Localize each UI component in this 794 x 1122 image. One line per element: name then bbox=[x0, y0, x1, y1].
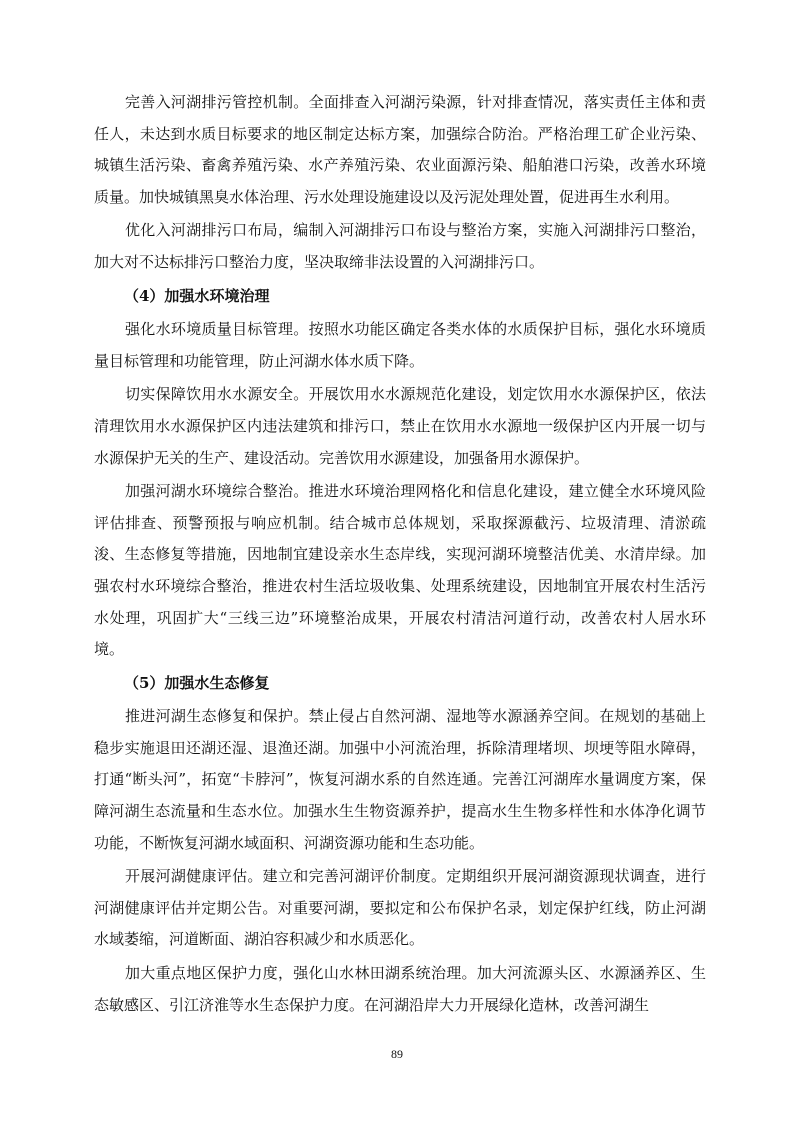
paragraph-outlet-layout: 优化入河湖排污口布局，编制入河湖排污口布设与整治方案，实施入河湖排污口整治，加大对不达标排污口整治力度，坚决取缔非法设置的入河湖排污口。 bbox=[94, 221, 706, 271]
paragraph-key-area-protection: 加大重点地区保护力度，强化山水林田湖系统治理。加大河流源头区、水源涵养区、生态敏感区、引江济淮等水生态保护力度。在河湖沿岸大力开展绿化造林，改善河湖生 bbox=[94, 964, 706, 1014]
paragraph-restoration-protection: 推进河湖生态修复和保护。禁止侵占自然河湖、湿地等水源涵养空间。在规划的基础上稳步实施退田还湖还湿、退渔还湖。加强中小河流治理，拆除清理堵坝、坝埂等阻水障碍，打通“断头河”，拓宽“卡脖河”，恢复河湖水系的自然连通。完善江河湖库水量调度方案，保障河湖生态流量和生态水位。加强水生生物资源养护，提高水生生物多样性和水体净化调节功能，不断恢复河湖水域面积、河湖资源功能和生态功能。 bbox=[94, 707, 706, 852]
paragraph-health-assessment: 开展河湖健康评估。建立和完善河湖评价制度。定期组织开展河湖资源现状调查，进行河湖健康评估并定期公告。对重要河湖，要拟定和公布保护名录，划定保护红线，防止河湖水域萎缩，河道断面、湖泊容积减少和水质恶化。 bbox=[94, 867, 706, 949]
document-body bbox=[94, 87, 706, 1023]
paragraph-comprehensive-rectification: 加强河湖水环境综合整治。推进水环境治理网格化和信息化建设，建立健全水环境风险评估排查、预警预报与响应机制。结合城市总体规划，采取探源截污、垃圾清理、清淤疏浚、生态修复等措施，因地制宜建设亲水生态岸线，实现河湖环境整洁优美、水清岸绿。加强农村水环境综合整治，推进农村生活垃圾收集、处理系统建设，因地制宜开展农村生活污水处理，巩固扩大“三线三边”环境整治成果，开展农村清洁河道行动，改善农村人居水环境。 bbox=[94, 482, 706, 659]
section-heading-ecological-restoration: （5）加强水生态修复 bbox=[124, 673, 270, 692]
paragraph-drinking-water: 切实保障饮用水水源安全。开展饮用水水源规范化建设，划定饮用水水源保护区，依法清理饮用水水源保护区内违法建筑和排污口，禁止在饮用水水源地一级保护区内开展一切与水源保护无关的生产、建设活动。完善饮用水源建设，加强备用水源保护。 bbox=[94, 385, 706, 467]
page-number: 89 bbox=[391, 1047, 403, 1061]
paragraph-sewage-control: 完善入河湖排污管控机制。全面排查入河湖污染源，针对排查情况，落实责任主体和责任人，未达到水质目标要求的地区制定达标方案，加强综合防治。严格治理工矿企业污染、城镇生活污染、畜禽养殖污染、水产养殖污染、农业面源污染、船舶港口污染，改善水环境质量。加快城镇黑臭水体治理、污水处理设施建设以及污泥处理处置，促进再生水利用。 bbox=[94, 93, 706, 206]
section-heading-water-environment: （4）加强水环境治理 bbox=[124, 286, 270, 305]
paragraph-quality-targets: 强化水环境质量目标管理。按照水功能区确定各类水体的水质保护目标，强化水环境质量目标管理和功能管理，防止河湖水体水质下降。 bbox=[94, 320, 706, 370]
